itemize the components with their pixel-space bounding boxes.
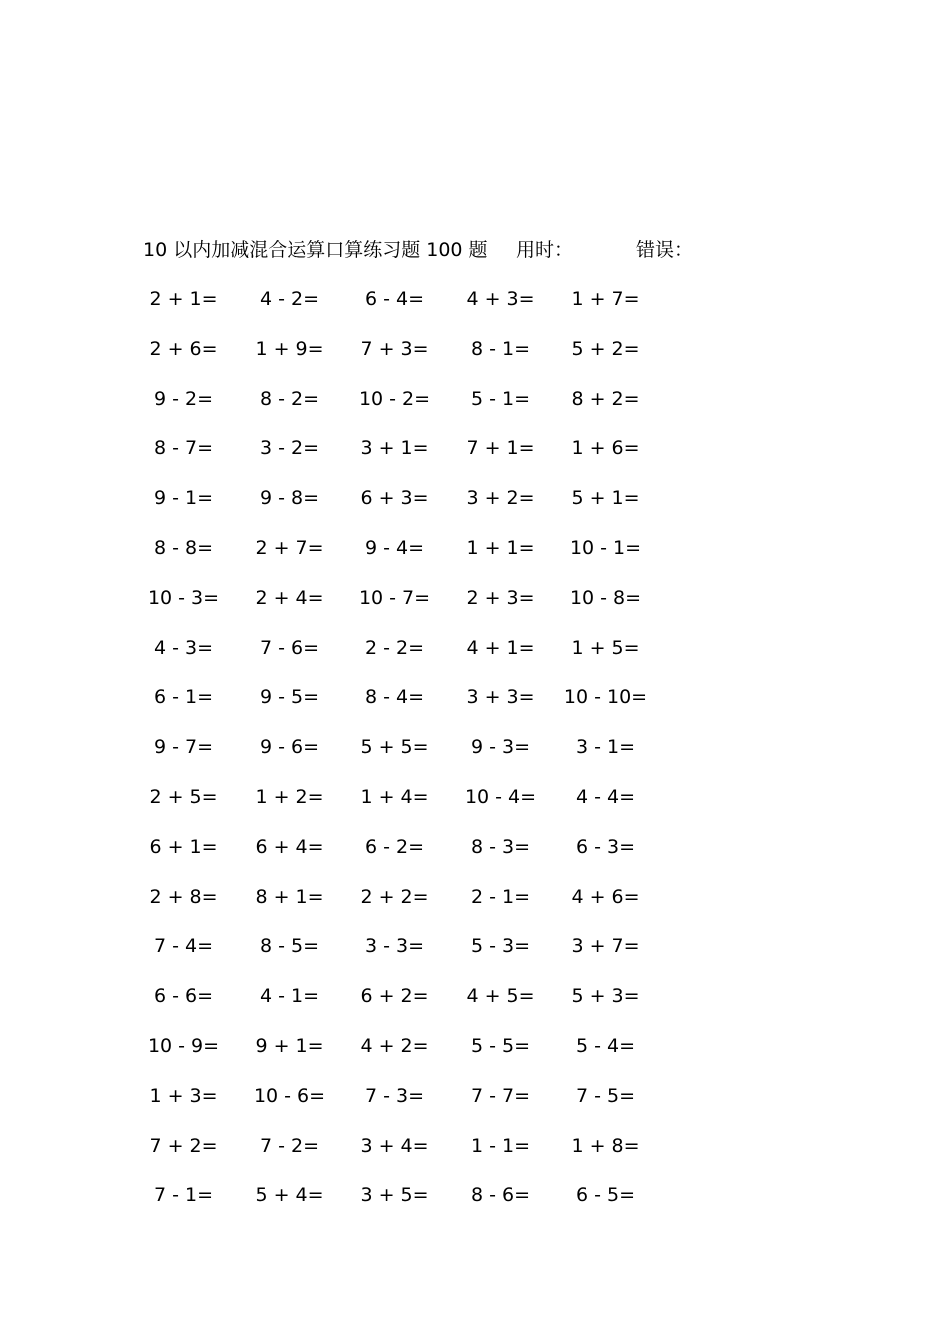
math-problem: 5 + 1=	[571, 487, 640, 510]
math-problem: 8 - 6=	[470, 1184, 531, 1207]
problem-row	[131, 1179, 661, 1229]
math-problem: 4 + 5=	[466, 985, 535, 1008]
math-problem: 7 + 2=	[149, 1134, 218, 1157]
math-problem: 5 - 4=	[575, 1034, 636, 1057]
math-problem: 4 + 1=	[466, 636, 535, 659]
problem-row	[131, 432, 661, 482]
math-problem: 1 + 9=	[255, 337, 324, 360]
math-problem: 1 + 5=	[571, 636, 640, 659]
math-problem: 10 - 4=	[464, 785, 537, 808]
math-problem: 6 + 3=	[360, 487, 429, 510]
problem-row	[131, 681, 661, 731]
math-problem: 9 - 1=	[153, 487, 214, 510]
problem-row	[131, 333, 661, 383]
time-label: 用时：	[516, 239, 574, 261]
math-problem: 1 + 7=	[571, 288, 640, 310]
math-problem: 9 - 3=	[470, 736, 531, 759]
math-problem: 5 + 4=	[255, 1184, 324, 1207]
math-problem: 10 - 6=	[253, 1084, 326, 1107]
math-problem: 5 - 1=	[470, 387, 531, 410]
problem-row	[131, 831, 661, 881]
math-problem: 7 - 1=	[153, 1184, 214, 1207]
math-problem: 3 - 3=	[364, 935, 425, 958]
problem-row	[131, 632, 661, 682]
math-problem: 2 + 6=	[149, 337, 218, 360]
problem-row	[131, 482, 661, 532]
math-problem: 3 + 7=	[571, 935, 640, 958]
math-problem: 6 - 1=	[153, 686, 214, 709]
math-problem: 10 - 9=	[147, 1034, 220, 1057]
math-problem: 9 - 8=	[259, 487, 320, 510]
problem-row	[131, 582, 661, 632]
math-problem: 8 - 7=	[153, 437, 214, 460]
problem-row	[131, 731, 661, 781]
math-problem: 4 - 3=	[153, 636, 214, 659]
math-problem: 10 - 7=	[358, 586, 431, 609]
math-problem: 8 + 2=	[571, 387, 640, 410]
math-problem: 5 + 3=	[571, 985, 640, 1008]
math-problem: 8 - 1=	[470, 337, 531, 360]
math-problem: 1 - 1=	[470, 1134, 531, 1157]
math-problem: 3 + 1=	[360, 437, 429, 460]
math-problem: 7 - 7=	[470, 1084, 531, 1107]
math-problem: 4 - 2=	[259, 288, 320, 310]
worksheet-header	[143, 235, 763, 265]
math-problem: 6 - 2=	[364, 835, 425, 858]
problem-row	[131, 1080, 661, 1130]
math-problem: 3 - 2=	[259, 437, 320, 460]
math-problem: 7 + 3=	[360, 337, 429, 360]
math-problem: 3 + 4=	[360, 1134, 429, 1157]
math-problem: 6 - 3=	[575, 835, 636, 858]
math-problem: 8 - 3=	[470, 835, 531, 858]
math-problem: 9 - 7=	[153, 736, 214, 759]
math-problem: 2 + 5=	[149, 785, 218, 808]
math-problem: 5 - 3=	[470, 935, 531, 958]
math-problem: 5 + 5=	[360, 736, 429, 759]
math-problem: 1 + 6=	[571, 437, 640, 460]
math-problem: 2 + 4=	[255, 586, 324, 609]
math-problem: 10 - 2=	[358, 387, 431, 410]
math-problem: 10 - 1=	[569, 536, 642, 559]
math-problem: 6 + 2=	[360, 985, 429, 1008]
math-problem: 7 - 4=	[153, 935, 214, 958]
math-problem: 7 + 1=	[466, 437, 535, 460]
math-problem: 6 - 5=	[575, 1184, 636, 1207]
math-problem: 2 + 1=	[149, 288, 218, 310]
problem-grid	[131, 283, 661, 1229]
problem-row	[131, 532, 661, 582]
math-problem: 3 + 2=	[466, 487, 535, 510]
error-label: 错误：	[636, 239, 694, 261]
math-problem: 6 + 1=	[149, 835, 218, 858]
math-problem: 2 - 1=	[470, 885, 531, 908]
math-problem: 7 - 6=	[259, 636, 320, 659]
problem-row	[131, 283, 661, 333]
problem-row	[131, 383, 661, 433]
math-problem: 2 + 7=	[255, 536, 324, 559]
math-problem: 4 - 4=	[575, 785, 636, 808]
math-problem: 3 + 3=	[466, 686, 535, 709]
math-problem: 2 + 2=	[360, 885, 429, 908]
math-problem: 8 + 1=	[255, 885, 324, 908]
math-problem: 10 - 10=	[563, 686, 648, 709]
math-problem: 9 - 2=	[153, 387, 214, 410]
math-problem: 9 - 6=	[259, 736, 320, 759]
problem-row	[131, 1130, 661, 1180]
math-problem: 1 + 2=	[255, 785, 324, 808]
math-problem: 3 + 5=	[360, 1184, 429, 1207]
math-problem: 5 - 5=	[470, 1034, 531, 1057]
math-problem: 5 + 2=	[571, 337, 640, 360]
math-problem: 2 - 2=	[364, 636, 425, 659]
math-problem: 8 - 2=	[259, 387, 320, 410]
problem-row	[131, 881, 661, 931]
math-problem: 8 - 5=	[259, 935, 320, 958]
math-problem: 7 - 2=	[259, 1134, 320, 1157]
math-problem: 6 - 4=	[364, 288, 425, 310]
math-problem: 3 - 1=	[575, 736, 636, 759]
math-problem: 4 + 3=	[466, 288, 535, 310]
math-problem: 4 + 6=	[571, 885, 640, 908]
math-problem: 4 + 2=	[360, 1034, 429, 1057]
problem-row	[131, 1030, 661, 1080]
math-problem: 7 - 5=	[575, 1084, 636, 1107]
math-problem: 7 - 3=	[364, 1084, 425, 1107]
math-problem: 4 - 1=	[259, 985, 320, 1008]
math-problem: 9 + 1=	[255, 1034, 324, 1057]
math-problem: 10 - 3=	[147, 586, 220, 609]
math-problem: 1 + 1=	[466, 536, 535, 559]
problem-row	[131, 980, 661, 1030]
math-problem: 1 + 4=	[360, 785, 429, 808]
math-problem: 9 - 5=	[259, 686, 320, 709]
math-problem: 2 + 3=	[466, 586, 535, 609]
math-problem: 1 + 8=	[571, 1134, 640, 1157]
math-problem: 8 - 4=	[364, 686, 425, 709]
problem-row	[131, 781, 661, 831]
problem-row	[131, 930, 661, 980]
math-problem: 1 + 3=	[149, 1084, 218, 1107]
math-problem: 2 + 8=	[149, 885, 218, 908]
math-problem: 8 - 8=	[153, 536, 214, 559]
math-problem: 9 - 4=	[364, 536, 425, 559]
math-problem: 6 + 4=	[255, 835, 324, 858]
math-problem: 10 - 8=	[569, 586, 642, 609]
math-problem: 6 - 6=	[153, 985, 214, 1008]
worksheet-title: 10 以内加减混合运算口算练习题 100 题	[143, 239, 488, 261]
